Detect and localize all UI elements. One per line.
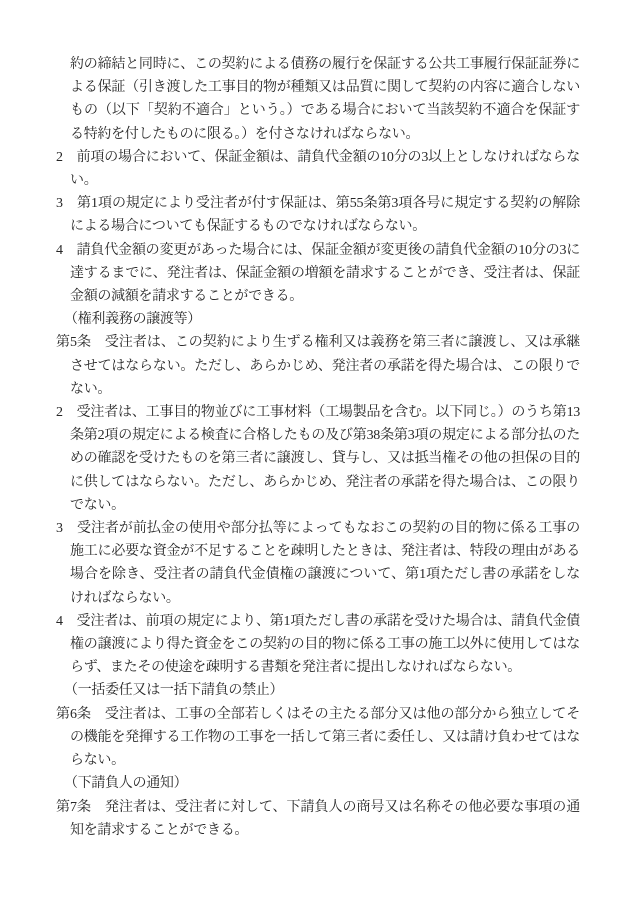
numbered-item-paragraph: 4 請負代金額の変更があった場合には、保証金額が変更後の請負代金額の10分の3に達するまでに、発注者は、保証金額の増額を請求することができ、受注者は、保証金額の減額を請求することができる。 (56, 242, 580, 305)
article-paragraph: 第6条 受注者は、工事の全部若しくはその主たる部分又は他の部分から独立してその機能を発揮する工作物の工事を一括して第三者に委任し、又は請け負わせてはならない。 (56, 706, 580, 769)
article-paragraph: 第7条 発注者は、受注者に対して、下請負人の商号又は名称その他必要な事項の通知を請求することができる。 (56, 799, 580, 838)
numbered-item-paragraph: 2 前項の場合において、保証金額は、請負代金額の10分の3以上としなければならない。 (56, 149, 580, 189)
section-heading: （下請負人の通知） (64, 776, 188, 792)
numbered-item-paragraph: 3 受注者が前払金の使用や部分払等によってもなおこの契約の目的物に係る工事の施工に必要な資金が不足することを疎明したときは、発注者は、特段の理由がある場合を除き、受注者の請負代金債権の譲渡について、第1項ただし書の承諾をしなければならない。 (56, 521, 580, 606)
contract-text-block (56, 53, 580, 842)
article-paragraph: 第5条 受注者は、この契約により生ずる権利又は義務を第三者に譲渡し、又は承継させてはならない。ただし、あらかじめ、発注者の承諾を得た場合は、この限りでない。 (56, 335, 580, 397)
continued-clause-paragraph: 約の締結と同時に、この契約による債務の履行を保証する公共工事履行保証証券による保証（引き渡した工事目的物が種類又は品質に関して契約の内容に適合しないもの（以下「契約不適合」という。）である場合において当該契約不適合を保証する特約を付したものに限る。）を付さなければならない。 (70, 57, 580, 142)
numbered-item-paragraph: 3 第1項の規定により受注者が付す保証は、第55条第3項各号に規定する契約の解除による場合についても保証するものでなければならない。 (56, 196, 580, 235)
numbered-item-paragraph: 4 受注者は、前項の規定により、第1項ただし書の承諾を受けた場合は、請負代金債権の譲渡により得た資金をこの契約の目的物に係る工事の施工以外に使用してはならず、またその使途を疎明する書類を発注者に提出しなければならない。 (56, 613, 580, 676)
section-heading: （一括委任又は一括下請負の禁止） (64, 683, 284, 699)
section-heading: （権利義務の譲渡等） (64, 312, 201, 328)
numbered-item-paragraph: 2 受注者は、工事目的物並びに工事材料（工場製品を含む。以下同じ。）のうち第13条第2項の規定による検査に合格したもの及び第38条第3項の規定による部分払のための確認を受けたものを第三者に譲渡し、貸与し、又は抵当権その他の担保の目的に供してはならない。ただし、あらかじめ、発注者の承諾を得た場合は、この限りでない。 (56, 405, 580, 513)
